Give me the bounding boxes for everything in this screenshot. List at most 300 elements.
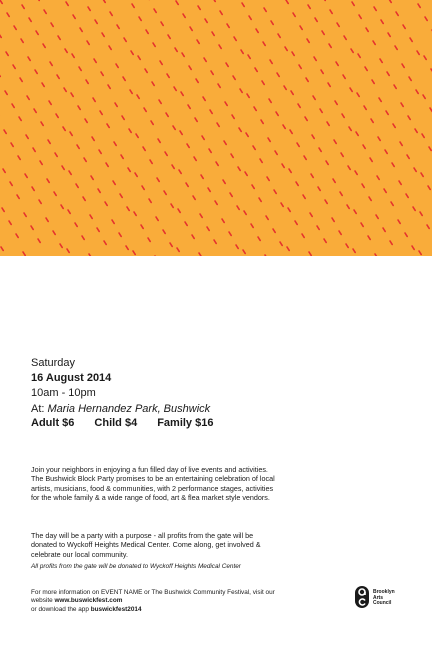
more-info bbox=[31, 589, 291, 614]
confetti-dash bbox=[318, 187, 320, 190]
confetti-dash bbox=[297, 143, 299, 146]
confetti-dash bbox=[353, 249, 355, 252]
confetti-dash bbox=[22, 5, 24, 8]
confetti-dash bbox=[156, 217, 158, 220]
confetti-dash bbox=[350, 88, 352, 91]
confetti-dash bbox=[198, 6, 200, 9]
confetti-dash bbox=[395, 46, 397, 49]
confetti-dash bbox=[233, 76, 235, 79]
confetti-dash bbox=[77, 145, 79, 148]
confetti-dash bbox=[309, 252, 311, 255]
confetti-dash bbox=[329, 44, 331, 47]
confetti-dash bbox=[408, 116, 410, 119]
confetti-dash bbox=[214, 240, 216, 243]
confetti-dash bbox=[400, 142, 402, 145]
confetti-dash bbox=[387, 72, 389, 75]
confetti-dash bbox=[51, 23, 53, 26]
confetti-dash bbox=[306, 78, 308, 81]
confetti-dash bbox=[321, 70, 323, 73]
confetti-dash bbox=[78, 106, 80, 109]
confetti-dash bbox=[134, 212, 136, 215]
confetti-dash bbox=[19, 117, 21, 120]
confetti-dash bbox=[278, 34, 280, 37]
confetti-dash bbox=[67, 249, 69, 252]
confetti-dash bbox=[10, 182, 12, 185]
confetti-dash bbox=[354, 210, 356, 213]
confetti-dash bbox=[243, 250, 245, 253]
confetti-dash bbox=[27, 96, 29, 99]
confetti-dash bbox=[196, 79, 198, 82]
confetti-dash bbox=[230, 193, 232, 196]
confetti-dash bbox=[173, 126, 175, 129]
confetti-dash bbox=[283, 125, 285, 128]
confetti-dash bbox=[322, 31, 324, 34]
confetti-dash bbox=[362, 184, 364, 187]
confetti-dash bbox=[405, 233, 407, 236]
confetti-dash bbox=[263, 42, 265, 45]
confetti-dash bbox=[207, 227, 209, 230]
confetti-dash bbox=[0, 0, 2, 3]
confetti-dash bbox=[79, 67, 81, 70]
confetti-dash bbox=[254, 107, 256, 110]
confetti-dash bbox=[90, 215, 92, 218]
confetti-dash bbox=[227, 24, 229, 27]
confetti-dash bbox=[116, 64, 118, 67]
confetti-dash bbox=[260, 159, 262, 162]
confetti-dash bbox=[154, 9, 156, 12]
confetti-dash bbox=[203, 97, 205, 100]
confetti-dash bbox=[36, 31, 38, 34]
confetti-dash bbox=[275, 151, 277, 154]
confetti-dash bbox=[212, 32, 214, 35]
confetti-dash bbox=[415, 129, 417, 132]
confetti-dash bbox=[40, 161, 42, 164]
confetti-dash bbox=[376, 215, 378, 218]
confetti-dash bbox=[215, 201, 217, 204]
confetti-dash bbox=[379, 98, 381, 101]
confetti-dash bbox=[280, 242, 282, 245]
confetti-dash bbox=[143, 147, 145, 150]
confetti-dash bbox=[413, 207, 415, 210]
brooklyn-arts-council-logo bbox=[355, 586, 415, 608]
confetti-dash bbox=[82, 236, 84, 239]
confetti-dash bbox=[148, 238, 150, 241]
confetti-dash bbox=[223, 180, 225, 183]
confetti-dash bbox=[335, 101, 337, 104]
confetti-dash bbox=[98, 189, 100, 192]
confetti-dash bbox=[291, 91, 293, 94]
confetti-dash bbox=[102, 33, 104, 36]
confetti-dash bbox=[327, 122, 329, 125]
confetti-dash bbox=[406, 194, 408, 197]
confetti-dash bbox=[92, 137, 94, 140]
confetti-dash bbox=[419, 251, 421, 254]
confetti-dash bbox=[197, 40, 199, 43]
price-adult: Adult $6 bbox=[31, 417, 75, 429]
confetti-dash bbox=[394, 85, 396, 88]
confetti-dash bbox=[340, 192, 342, 195]
confetti-dash bbox=[310, 213, 312, 216]
confetti-dash bbox=[391, 202, 393, 205]
confetti-dash bbox=[343, 75, 345, 78]
confetti-dash bbox=[50, 62, 52, 65]
confetti-dash bbox=[168, 35, 170, 38]
confetti-dash bbox=[23, 252, 25, 255]
confetti-dash bbox=[270, 60, 272, 63]
confetti-dash bbox=[414, 168, 416, 171]
logo-text bbox=[373, 590, 395, 607]
confetti-dash bbox=[374, 7, 376, 10]
confetti-dash bbox=[300, 26, 302, 29]
confetti-dash bbox=[57, 75, 59, 78]
confetti-dash bbox=[151, 121, 153, 124]
confetti-dash bbox=[222, 219, 224, 222]
confetti-dash bbox=[358, 54, 360, 57]
confetti-dash bbox=[312, 135, 314, 138]
confetti-dash bbox=[308, 5, 310, 8]
confetti-dash bbox=[417, 51, 419, 54]
confetti-dash bbox=[225, 102, 227, 105]
confetti-dash bbox=[25, 174, 27, 177]
bac-logo-icon bbox=[355, 586, 369, 608]
confetti-dash bbox=[180, 131, 182, 134]
confetti-dash bbox=[289, 169, 291, 172]
confetti-dash bbox=[256, 29, 258, 32]
confetti-dash bbox=[43, 44, 45, 47]
confetti-dash bbox=[366, 28, 368, 31]
confetti-dash bbox=[234, 37, 236, 40]
confetti-dash bbox=[175, 48, 177, 51]
confetti-dash bbox=[389, 0, 391, 2]
confetti-dash bbox=[386, 111, 388, 114]
confetti-dash bbox=[157, 178, 159, 181]
confetti-dash bbox=[133, 251, 135, 254]
confetti-dash bbox=[56, 114, 58, 117]
logo-line-2: Arts bbox=[373, 594, 384, 601]
confetti-dash bbox=[13, 65, 15, 68]
confetti-dash bbox=[377, 176, 379, 179]
confetti-banner bbox=[0, 0, 432, 256]
confetti-dash bbox=[179, 170, 181, 173]
confetti-dash bbox=[152, 82, 154, 85]
confetti-dash bbox=[21, 39, 23, 42]
confetti-dash bbox=[110, 12, 112, 15]
confetti-dash bbox=[305, 117, 307, 120]
confetti-dash bbox=[407, 155, 409, 158]
confetti-dash bbox=[89, 254, 91, 256]
confetti-dash bbox=[425, 17, 427, 20]
confetti-dash bbox=[95, 20, 97, 23]
confetti-dash bbox=[320, 109, 322, 112]
confetti-dash bbox=[384, 189, 386, 192]
confetti-dash bbox=[204, 58, 206, 61]
confetti-dash bbox=[14, 26, 16, 29]
confetti-dash bbox=[100, 111, 102, 114]
confetti-dash bbox=[224, 141, 226, 144]
confetti-dash bbox=[334, 140, 336, 143]
confetti-dash bbox=[181, 92, 183, 95]
confetti-dash bbox=[176, 1, 178, 4]
confetti-dash bbox=[324, 239, 326, 242]
confetti-dash bbox=[150, 160, 152, 163]
confetti-dash bbox=[44, 10, 46, 13]
location-prefix: At: bbox=[31, 403, 45, 415]
confetti-dash bbox=[66, 2, 68, 5]
confetti-dash bbox=[241, 50, 243, 53]
confetti-dash bbox=[2, 208, 4, 211]
confetti-dash bbox=[421, 173, 423, 176]
confetti-dash bbox=[109, 46, 111, 49]
confetti-dash bbox=[403, 25, 405, 28]
confetti-dash bbox=[73, 15, 75, 18]
confetti-dash bbox=[420, 212, 422, 215]
confetti-dash bbox=[378, 137, 380, 140]
confetti-dash bbox=[418, 4, 420, 7]
confetti-dash bbox=[201, 175, 203, 178]
confetti-dash bbox=[117, 25, 119, 28]
confetti-dash bbox=[202, 136, 204, 139]
confetti-dash bbox=[277, 73, 279, 76]
confetti-dash bbox=[381, 20, 383, 23]
confetti-dash bbox=[288, 208, 290, 211]
confetti-dash bbox=[165, 152, 167, 155]
confetti-dash bbox=[344, 36, 346, 39]
confetti-dash bbox=[112, 220, 114, 223]
confetti-dash bbox=[409, 77, 411, 80]
confetti-dash bbox=[6, 52, 8, 55]
confetti-dash bbox=[84, 158, 86, 161]
event-time: 10am - 10pm bbox=[31, 387, 96, 399]
confetti-dash bbox=[410, 38, 412, 41]
confetti-dash bbox=[357, 93, 359, 96]
confetti-dash bbox=[121, 155, 123, 158]
confetti-dash bbox=[269, 99, 271, 102]
confetti-dash bbox=[328, 83, 330, 86]
event-day: Saturday bbox=[31, 357, 76, 369]
confetti-dash bbox=[231, 154, 233, 157]
confetti-dash bbox=[249, 16, 251, 19]
confetti-dash bbox=[398, 220, 400, 223]
price-child: Child $4 bbox=[94, 417, 138, 429]
confetti-dash bbox=[265, 255, 267, 256]
confetti-dash bbox=[177, 248, 179, 251]
confetti-dash bbox=[34, 109, 36, 112]
confetti-dash bbox=[106, 163, 108, 166]
confetti-dash bbox=[348, 166, 350, 169]
confetti-dash bbox=[38, 239, 40, 242]
confetti-dash bbox=[342, 114, 344, 117]
confetti-dash bbox=[39, 200, 41, 203]
confetti-dash bbox=[422, 134, 424, 137]
confetti-dash bbox=[238, 167, 240, 170]
confetti-dash bbox=[304, 156, 306, 159]
confetti-dash bbox=[107, 124, 109, 127]
location-name: Maria Hernandez Park, Bushwick bbox=[47, 403, 211, 415]
confetti-dash bbox=[205, 19, 207, 22]
confetti-dash bbox=[293, 13, 295, 16]
confetti-dash bbox=[174, 87, 176, 90]
confetti-dash bbox=[126, 246, 128, 249]
confetti-dash bbox=[83, 197, 85, 200]
confetti-dash bbox=[189, 66, 191, 69]
confetti-dash bbox=[46, 218, 48, 221]
confetti-dash bbox=[248, 55, 250, 58]
confetti-dash bbox=[132, 4, 134, 7]
confetti-dash bbox=[325, 200, 327, 203]
confetti-dash bbox=[259, 198, 261, 201]
confetti-dash bbox=[135, 173, 137, 176]
confetti-dash bbox=[69, 171, 71, 174]
confetti-dash bbox=[282, 164, 284, 167]
confetti-dash bbox=[262, 81, 264, 84]
confetti-dash bbox=[375, 254, 377, 256]
event-location bbox=[31, 403, 210, 415]
confetti-dash bbox=[211, 71, 213, 74]
confetti-dash bbox=[303, 195, 305, 198]
confetti-dash bbox=[159, 100, 161, 103]
confetti-dash bbox=[239, 128, 241, 131]
ticket-prices bbox=[31, 417, 233, 429]
confetti-dash bbox=[122, 116, 124, 119]
confetti-dash bbox=[292, 52, 294, 55]
description-paragraph-2: The day will be a party with a purpose - all profits from the gate will be donated to Wyckoff Heights Medical Center. Come along, get involved & celebrate our local community. bbox=[31, 531, 261, 559]
confetti-dash bbox=[424, 56, 426, 59]
confetti-dash bbox=[220, 11, 222, 14]
confetti-dash bbox=[296, 182, 298, 185]
confetti-dash bbox=[35, 70, 37, 73]
confetti-dash bbox=[182, 53, 184, 56]
confetti-dash bbox=[47, 179, 49, 182]
confetti-dash bbox=[190, 27, 192, 30]
confetti-dash bbox=[213, 0, 215, 1]
confetti-dash bbox=[85, 119, 87, 122]
confetti-dash bbox=[302, 234, 304, 237]
confetti-dash bbox=[141, 225, 143, 228]
confetti-dash bbox=[351, 49, 353, 52]
confetti-dash bbox=[236, 245, 238, 248]
confetti-dash bbox=[368, 236, 370, 239]
confetti-dash bbox=[200, 214, 202, 217]
confetti-dash bbox=[188, 105, 190, 108]
confetti-dash bbox=[365, 67, 367, 70]
confetti-dash bbox=[253, 146, 255, 149]
confetti-dash bbox=[373, 41, 375, 44]
confetti-dash bbox=[119, 233, 121, 236]
confetti-dash bbox=[7, 13, 9, 16]
confetti-dash bbox=[105, 202, 107, 205]
website-link[interactable]: www.buswickfest.com bbox=[54, 597, 123, 605]
confetti-dash bbox=[383, 228, 385, 231]
confetti-dash bbox=[199, 253, 201, 256]
confetti-dash bbox=[1, 247, 3, 250]
confetti-dash bbox=[138, 56, 140, 59]
confetti-dash bbox=[33, 148, 35, 151]
confetti-dash bbox=[372, 80, 374, 83]
confetti-dash bbox=[172, 165, 174, 168]
confetti-dash bbox=[160, 61, 162, 64]
confetti-dash bbox=[359, 15, 361, 18]
confetti-dash bbox=[255, 68, 257, 71]
confetti-dash bbox=[58, 36, 60, 39]
confetti-dash bbox=[3, 169, 5, 172]
confetti-dash bbox=[61, 205, 63, 208]
confetti-dash bbox=[29, 18, 31, 21]
confetti-dash bbox=[163, 230, 165, 233]
confetti-dash bbox=[0, 34, 1, 37]
confetti-dash bbox=[349, 127, 351, 130]
confetti-dash bbox=[252, 185, 254, 188]
confetti-dash bbox=[226, 63, 228, 66]
confetti-dash bbox=[285, 47, 287, 50]
confetti-dash bbox=[393, 124, 395, 127]
confetti-dash bbox=[290, 130, 292, 133]
confetti-dash bbox=[31, 226, 33, 229]
confetti-dash bbox=[346, 244, 348, 247]
confetti-dash bbox=[240, 89, 242, 92]
confetti-dash bbox=[183, 14, 185, 17]
confetti-dash bbox=[114, 142, 116, 145]
confetti-dash bbox=[64, 88, 66, 91]
confetti-dash bbox=[369, 197, 371, 200]
confetti-dash bbox=[427, 225, 429, 228]
confetti-dash bbox=[71, 93, 73, 96]
confetti-dash bbox=[267, 177, 269, 180]
confetti-dash bbox=[361, 223, 363, 226]
confetti-dash bbox=[388, 33, 390, 36]
confetti-dash bbox=[258, 237, 260, 240]
confetti-dash bbox=[76, 184, 78, 187]
confetti-dash bbox=[55, 153, 57, 156]
confetti-dash bbox=[370, 158, 372, 161]
app-name: buswickfest2014 bbox=[90, 605, 142, 613]
confetti-dash bbox=[276, 112, 278, 115]
confetti-dash bbox=[274, 190, 276, 193]
confetti-dash bbox=[299, 65, 301, 68]
confetti-dash bbox=[385, 150, 387, 153]
confetti-dash bbox=[144, 108, 146, 111]
confetti-dash bbox=[185, 222, 187, 225]
confetti-dash bbox=[142, 186, 144, 189]
confetti-dash bbox=[401, 103, 403, 106]
logo-line-1: Brooklyn bbox=[373, 589, 395, 595]
confetti-dash bbox=[166, 113, 168, 116]
confetti-dash bbox=[333, 179, 335, 182]
confetti-dash bbox=[307, 39, 309, 42]
confetti-dash bbox=[72, 54, 74, 57]
confetti-dash bbox=[355, 171, 357, 174]
confetti-dash bbox=[93, 98, 95, 101]
confetti-dash bbox=[130, 90, 132, 93]
confetti-dash bbox=[124, 38, 126, 41]
confetti-dash bbox=[261, 120, 263, 123]
confetti-dash bbox=[65, 49, 67, 52]
confetti-dash bbox=[229, 232, 231, 235]
confetti-dash bbox=[319, 148, 321, 151]
confetti-dash bbox=[97, 228, 99, 231]
confetti-dash bbox=[20, 78, 22, 81]
confetti-dash bbox=[167, 74, 169, 77]
confetti-dash bbox=[131, 51, 133, 54]
confetti-dash bbox=[271, 21, 273, 24]
confetti-dash bbox=[161, 22, 163, 25]
confetti-dash bbox=[194, 157, 196, 160]
confetti-dash bbox=[158, 139, 160, 142]
more-info-middle: or download the app bbox=[31, 605, 89, 613]
confetti-dash bbox=[18, 156, 20, 159]
confetti-dash bbox=[313, 96, 315, 99]
confetti-dash bbox=[245, 172, 247, 175]
confetti-dash bbox=[264, 8, 266, 11]
